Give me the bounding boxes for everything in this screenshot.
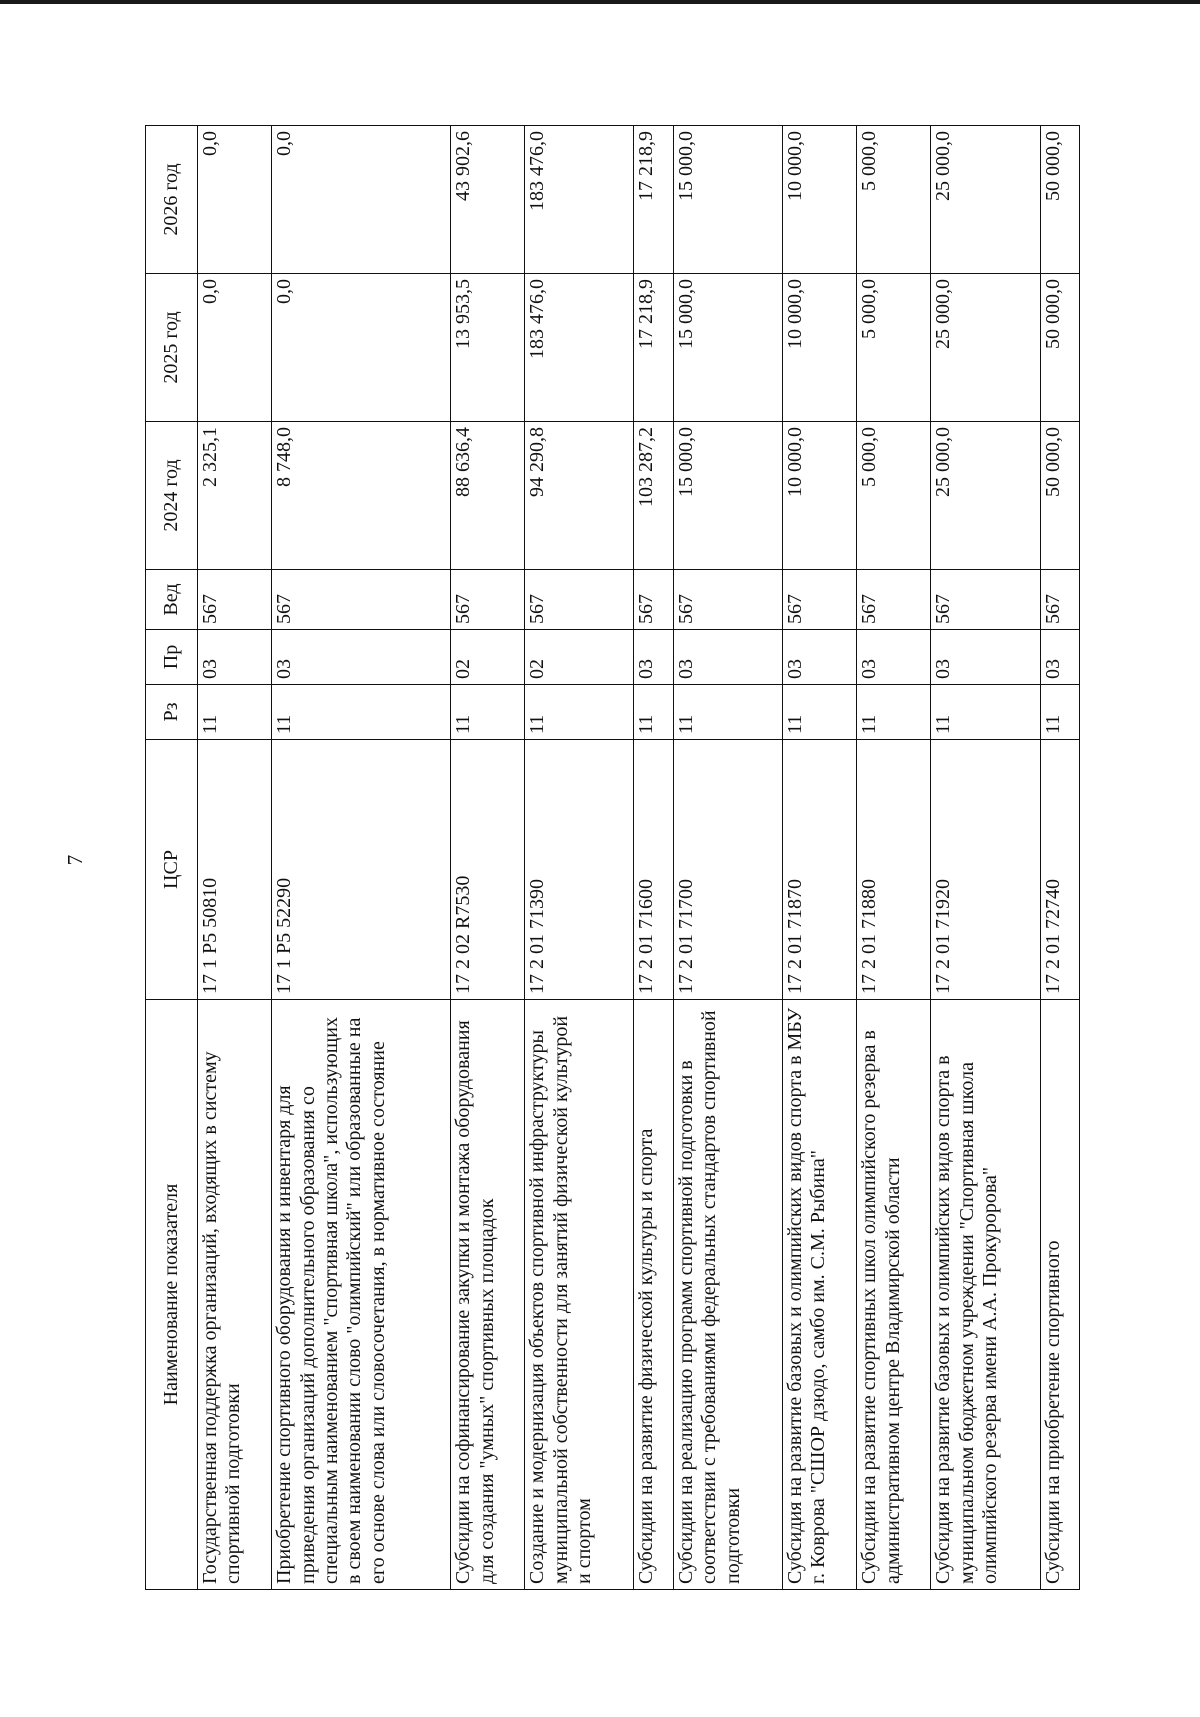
row-2025: 183 476,0 — [525, 274, 634, 422]
row-ved: 567 — [634, 570, 673, 630]
header-rz: Рз — [146, 685, 198, 740]
row-rz: 11 — [673, 685, 782, 740]
row-pr: 03 — [931, 630, 1040, 685]
row-2026: 5 000,0 — [857, 126, 931, 274]
row-csr: 17 1 Р5 50810 — [198, 740, 272, 1000]
row-csr: 17 2 02 R7530 — [451, 740, 525, 1000]
row-rz: 11 — [1040, 685, 1079, 740]
header-2025: 2025 год — [146, 274, 198, 422]
table-row — [673, 126, 782, 1590]
row-ved: 567 — [931, 570, 1040, 630]
row-ved: 567 — [451, 570, 525, 630]
row-name: Субсидия на развитие базовых и олимпийских видов спорта в МБУ г. Коврова "СШОР дзюдо, самбо им. С.М. Рыбина" — [782, 1000, 856, 1590]
table-header-row — [146, 126, 198, 1590]
row-csr: 17 2 01 72740 — [1040, 740, 1079, 1000]
row-rz: 11 — [272, 685, 451, 740]
row-2024: 15 000,0 — [673, 422, 782, 570]
table-row — [1040, 126, 1079, 1590]
row-pr: 03 — [634, 630, 673, 685]
row-2025: 15 000,0 — [673, 274, 782, 422]
row-2026: 183 476,0 — [525, 126, 634, 274]
row-2026: 17 218,9 — [634, 126, 673, 274]
row-2026: 43 902,6 — [451, 126, 525, 274]
row-pr: 03 — [198, 630, 272, 685]
row-2024: 88 636,4 — [451, 422, 525, 570]
row-name: Создание и модернизация объектов спортивной инфраструктуры муниципальной собственности для занятий физической культурой и спортом — [525, 1000, 634, 1590]
row-ved: 567 — [272, 570, 451, 630]
row-ved: 567 — [857, 570, 931, 630]
table-row — [782, 126, 856, 1590]
row-2026: 15 000,0 — [673, 126, 782, 274]
row-2026: 50 000,0 — [1040, 126, 1079, 274]
table-row — [931, 126, 1040, 1590]
row-name: Субсидии на софинансирование закупки и монтажа оборудования для создания "умных" спортивных площадок — [451, 1000, 525, 1590]
budget-table — [145, 125, 1080, 1590]
row-csr: 17 2 01 71880 — [857, 740, 931, 1000]
table-row — [272, 126, 451, 1590]
header-csr: ЦСР — [146, 740, 198, 1000]
row-ved: 567 — [673, 570, 782, 630]
row-2026: 10 000,0 — [782, 126, 856, 274]
row-rz: 11 — [451, 685, 525, 740]
row-2026: 0,0 — [198, 126, 272, 274]
row-pr: 03 — [1040, 630, 1079, 685]
row-ved: 567 — [1040, 570, 1079, 630]
header-ved: Вед — [146, 570, 198, 630]
table-body — [198, 126, 1080, 1590]
row-name: Субсидии на приобретение спортивного — [1040, 1000, 1079, 1590]
row-2025: 0,0 — [198, 274, 272, 422]
row-rz: 11 — [931, 685, 1040, 740]
table-row — [198, 126, 272, 1590]
table-row — [857, 126, 931, 1590]
row-2025: 25 000,0 — [931, 274, 1040, 422]
row-csr: 17 2 01 71870 — [782, 740, 856, 1000]
row-csr: 17 2 01 71390 — [525, 740, 634, 1000]
row-pr: 03 — [272, 630, 451, 685]
row-2026: 25 000,0 — [931, 126, 1040, 274]
row-ved: 567 — [782, 570, 856, 630]
row-name: Субсидии на развитие физической культуры и спорта — [634, 1000, 673, 1590]
row-rz: 11 — [782, 685, 856, 740]
row-rz: 11 — [525, 685, 634, 740]
row-2025: 17 218,9 — [634, 274, 673, 422]
header-name: Наименование показателя — [146, 1000, 198, 1590]
row-2025: 50 000,0 — [1040, 274, 1079, 422]
table-row — [525, 126, 634, 1590]
header-pr: Пр — [146, 630, 198, 685]
row-pr: 03 — [857, 630, 931, 685]
row-csr: 17 2 01 71920 — [931, 740, 1040, 1000]
row-2025: 0,0 — [272, 274, 451, 422]
row-csr: 17 1 Р5 52290 — [272, 740, 451, 1000]
row-pr: 02 — [451, 630, 525, 685]
table-row — [451, 126, 525, 1590]
row-name: Субсидия на развитие базовых и олимпийских видов спорта в муниципальном бюджетном учреждении "Спортивная школа олимпийского резерва имени А.А. Прокуророва" — [931, 1000, 1040, 1590]
row-name: Приобретение спортивного оборудования и инвентаря для приведения организаций дополнительного образования со специальным наименованием "спортивная школа", использующих в своем наименовании слово "олимпийский" или образованные на его основе слова или словосочетания, в нормативное состояние — [272, 1000, 451, 1590]
table-row — [634, 126, 673, 1590]
row-2025: 13 953,5 — [451, 274, 525, 422]
row-ved: 567 — [198, 570, 272, 630]
row-name: Субсидии на реализацию программ спортивной подготовки в соответствии с требованиями федеральных стандартов спортивной подготовки — [673, 1000, 782, 1590]
row-2024: 10 000,0 — [782, 422, 856, 570]
scan-edge-bar — [0, 0, 1200, 4]
rotated-table-container — [145, 130, 1080, 1590]
header-2026: 2026 год — [146, 126, 198, 274]
page-number: 7 — [63, 854, 87, 866]
row-2024: 2 325,1 — [198, 422, 272, 570]
row-pr: 02 — [525, 630, 634, 685]
row-2024: 103 287,2 — [634, 422, 673, 570]
row-csr: 17 2 01 71700 — [673, 740, 782, 1000]
row-pr: 03 — [782, 630, 856, 685]
header-2024: 2024 год — [146, 422, 198, 570]
row-name: Государственная поддержка организаций, входящих в систему спортивной подготовки — [198, 1000, 272, 1590]
row-rz: 11 — [857, 685, 931, 740]
row-2026: 0,0 — [272, 126, 451, 274]
row-2024: 8 748,0 — [272, 422, 451, 570]
row-csr: 17 2 01 71600 — [634, 740, 673, 1000]
row-2024: 94 290,8 — [525, 422, 634, 570]
row-2024: 25 000,0 — [931, 422, 1040, 570]
row-2025: 5 000,0 — [857, 274, 931, 422]
row-2024: 5 000,0 — [857, 422, 931, 570]
row-pr: 03 — [673, 630, 782, 685]
row-2025: 10 000,0 — [782, 274, 856, 422]
row-2024: 50 000,0 — [1040, 422, 1079, 570]
row-name: Субсидии на развитие спортивных школ олимпийского резерва в административном центре Владимирской области — [857, 1000, 931, 1590]
row-ved: 567 — [525, 570, 634, 630]
row-rz: 11 — [634, 685, 673, 740]
row-rz: 11 — [198, 685, 272, 740]
